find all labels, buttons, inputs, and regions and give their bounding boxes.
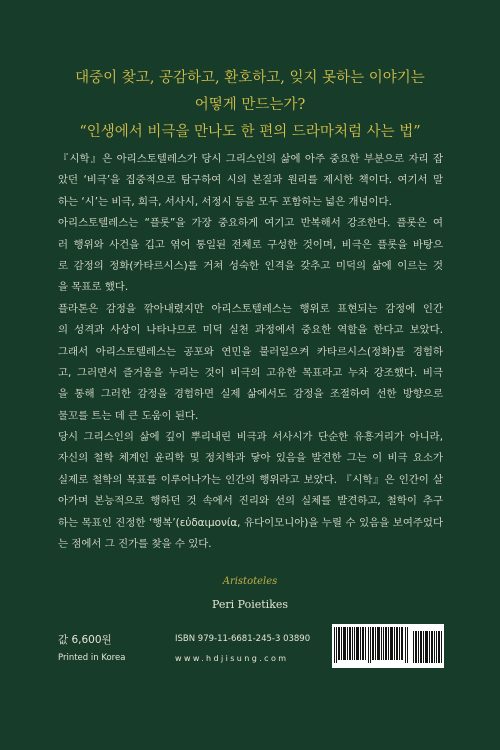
- tagline-line: 대중이 찾고, 공감하고, 환호하고, 잊지 못하는 이야기는: [75, 70, 425, 86]
- tagline: [0, 65, 500, 146]
- description-line: 하는 목표인 진정한 ‘행복’(εὐδαιμονία, 유다이모니아)을 누릴 수 있음을 보여주었다: [58, 516, 443, 529]
- description-line: 플라톤은 감정을 깎아내렸지만 아리스토텔레스는 행위로 표현되는 감정에 인간: [58, 302, 443, 315]
- isbn-barcode: [334, 627, 408, 663]
- printed-in: Printed in Korea: [58, 653, 126, 663]
- description-line: 았던 ‘비극’을 집중적으로 탐구하여 시의 본질과 원리를 제시한 책이다. 여기서 말: [58, 174, 443, 187]
- description-line: 아리스토텔레스는 “플롯”을 가장 중요하게 여기고 반복해서 강조한다. 플롯은 여: [58, 217, 443, 230]
- description-line: 그래서 아리스토텔레스는 공포와 연민을 불러일으켜 카타르시스(정화)를 경험하: [58, 345, 443, 358]
- description-line: 러 행위와 사건을 깁고 엮어 통일된 전체로 구성한 것이며, 비극은 플롯을 바탕으: [58, 238, 443, 251]
- description-line: 로 감정의 정화(카타르시스)를 거쳐 성숙한 인격을 갖추고 미덕의 삶에 이르는 것: [58, 259, 443, 272]
- description: [58, 149, 443, 555]
- isbn: ISBN 979-11-6681-245-3 03890: [175, 634, 311, 644]
- description-line: 을 통해 그러한 감정을 경험하면 실제 삶에서도 감정을 조절하여 선한 방향으로: [58, 388, 443, 401]
- addon-barcode: [413, 627, 442, 663]
- description-line: 자신의 철학 체계인 윤리학 및 정치학과 닿아 있음을 발견한 그는 이 비극 요소가: [58, 452, 443, 465]
- original-title: Peri Poietikes: [211, 598, 289, 611]
- author-name: Aristoteles: [222, 576, 278, 587]
- description-line: 고, 그러면서 즐거움을 누리는 것이 비극의 고유한 목표라고 누차 강조했다. 비극: [58, 366, 443, 379]
- description-line: 당시 그리스인의 삶에 깊이 뿌리내린 비극과 서사시가 단순한 유흥거리가 아니라,: [58, 431, 443, 444]
- description-line: 실제로 철학의 목표를 이루어나가는 인간의 행위라고 보았다. 『시학』은 인간이 살: [58, 473, 443, 486]
- publisher-url: www.hdjisung.com: [175, 654, 289, 663]
- description-line: 하는 ‘시’는 비극, 희극, 서사시, 서정시 등을 모두 포함하는 넓은 개념이다.: [58, 195, 392, 208]
- description-line: 는 점에서 그 진가를 찾을 수 있다.: [58, 538, 212, 551]
- description-line: 의 성격과 사상이 나타나므로 미덕 실천 과정에서 중요한 역할을 한다고 보았다.: [58, 324, 443, 337]
- price: 값 6,600원: [58, 634, 112, 646]
- description-line: 『시학』은 아리스토텔레스가 당시 그리스인의 삶에 아주 중요한 부분으로 자리 잡: [58, 153, 443, 165]
- description-line: 물꼬를 트는 데 큰 도움이 된다.: [58, 409, 199, 422]
- tagline-line: “인생에서 비극을 만나도 한 편의 드라마처럼 사는 법”: [79, 124, 421, 140]
- tagline-line: 어떻게 만드는가?: [194, 97, 306, 113]
- barcode-panel: [332, 624, 444, 668]
- description-line: 아가며 본능적으로 행하던 것 속에서 진리와 선의 실체를 발견하고, 철학이 추구: [58, 495, 443, 508]
- description-line: 을 목표로 했다.: [58, 281, 129, 294]
